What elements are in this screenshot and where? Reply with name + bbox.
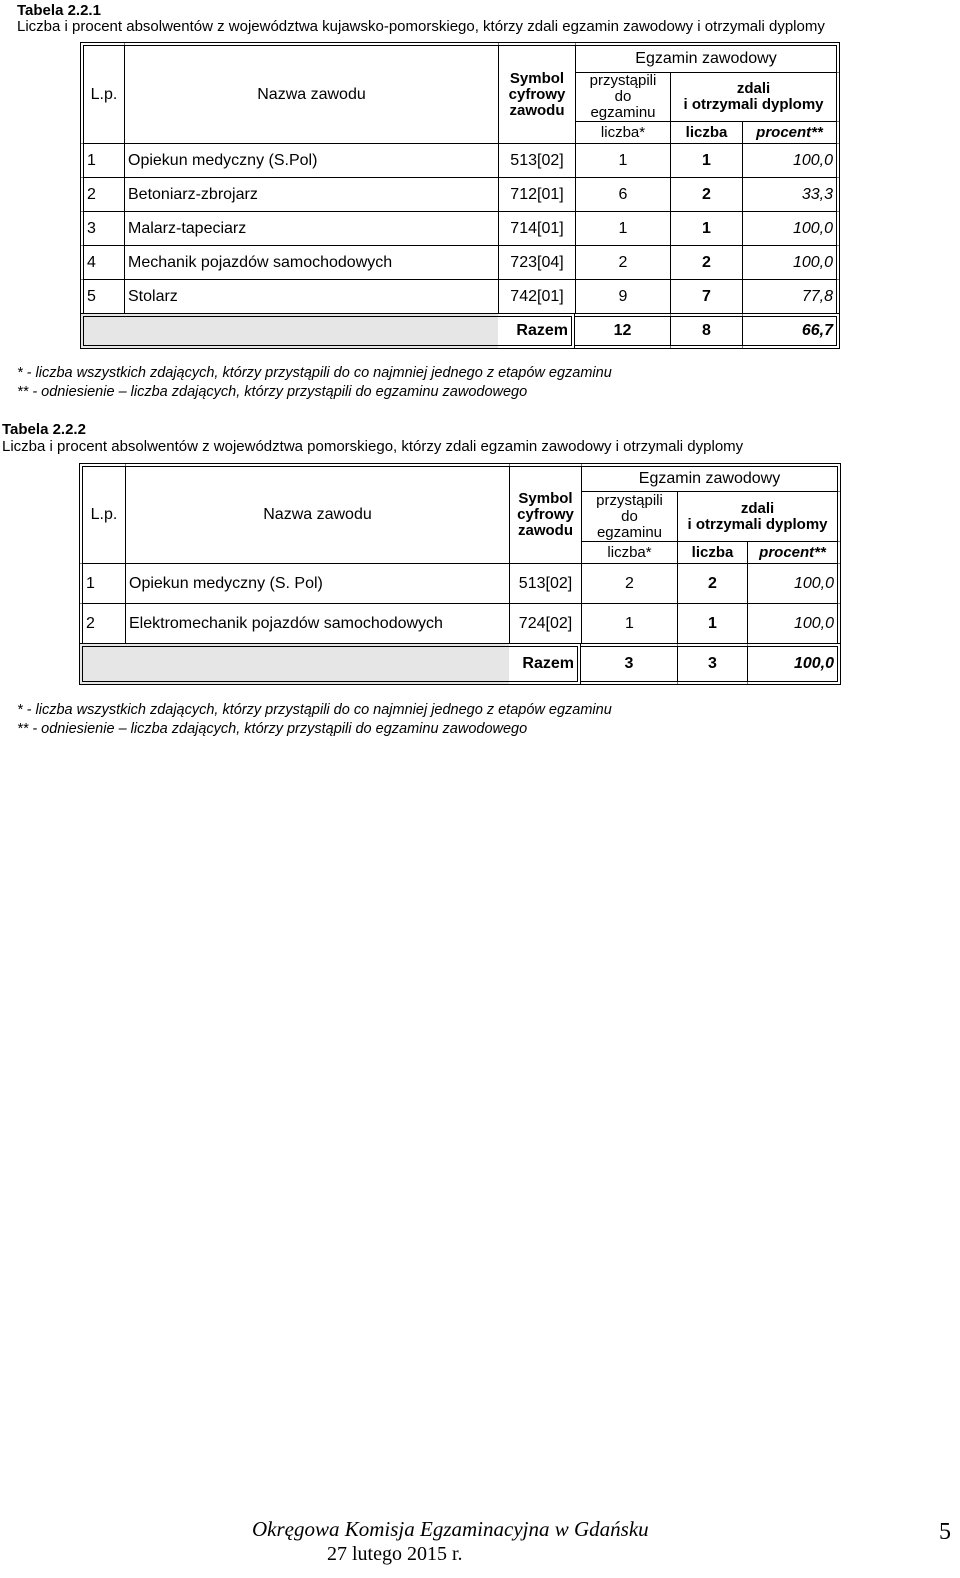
page-number: 5 [939,1519,951,1545]
table2-header-lp: L.p. [79,463,125,563]
table-row: 2 Elektromechanik pojazdów samochodowych 724[02] 1 1 100,0 [79,603,841,643]
footer-org: Okręgowa Komisja Egzaminacyjna w Gdańsku [252,1517,649,1541]
table2-header-exam: Egzamin zawodowy [581,463,841,491]
table2-caption: Tabela 2.2.2 [2,421,86,438]
table-total-row: Razem 12 8 66,7 [80,313,840,349]
table1-header-lp: L.p. [80,42,124,143]
table2-header-count-star: liczba* [581,541,677,563]
table2-header-count: liczba [677,541,747,563]
table1 [80,42,840,349]
table2-note-1: * - liczba wszystkich zdających, którzy przystąpili do co najmniej jednego z etapów egzaminu [17,702,612,718]
table1-caption: Tabela 2.2.1 [17,2,101,19]
table2-header-name: Nazwa zawodu [125,463,509,563]
table-row: 1 Opiekun medyczny (S.Pol) 513[02] 1 1 100,0 [80,143,840,177]
table1-title: Liczba i procent absolwentów z województwa kujawsko-pomorskiego, którzy zdali egzamin zawodowy i otrzymali dyplomy [17,18,825,35]
table2-note-2: ** - odniesienie – liczba zdających, którzy przystąpili do egzaminu zawodowego [17,721,528,737]
table-row: 3 Malarz-tapeciarz 714[01] 1 1 100,0 [80,211,840,245]
table-total-row: Razem 3 3 100,0 [79,643,841,685]
table2-header-percent: procent** [747,541,841,563]
table-row: 2 Betoniarz-zbrojarz 712[01] 6 2 33,3 [80,177,840,211]
table1-header-passed: zdali i otrzymali dyplomy [670,72,840,121]
table1-header-took: przystąpili do egzaminu [575,72,670,121]
table-row: 1 Opiekun medyczny (S. Pol) 513[02] 2 2 100,0 [79,563,841,603]
table-row: 5 Stolarz 742[01] 9 7 77,8 [80,279,840,313]
table1-header-name: Nazwa zawodu [124,42,498,143]
table1-header-count: liczba [670,121,742,143]
table1-header-exam: Egzamin zawodowy [575,42,840,72]
table1-note-1: * - liczba wszystkich zdających, którzy przystąpili do co najmniej jednego z etapów egzaminu [17,365,612,381]
table1-header-count-star: liczba* [575,121,670,143]
table2-title: Liczba i procent absolwentów z województwa pomorskiego, którzy zdali egzamin zawodowy i otrzymali dyplomy [2,438,744,455]
table1-header-percent: procent** [742,121,840,143]
table2-header-symbol: Symbol cyfrowy zawodu [509,463,581,563]
table2-header-took: przystąpili do egzaminu [581,491,677,541]
table1-note-2: ** - odniesienie – liczba zdających, którzy przystąpili do egzaminu zawodowego [17,384,528,400]
footer-date: 27 lutego 2015 r. [327,1543,463,1565]
table2 [79,463,841,685]
table-row: 4 Mechanik pojazdów samochodowych 723[04] 2 2 100,0 [80,245,840,279]
table2-header-passed: zdali i otrzymali dyplomy [677,491,841,541]
table1-header-symbol: Symbol cyfrowy zawodu [498,42,575,143]
